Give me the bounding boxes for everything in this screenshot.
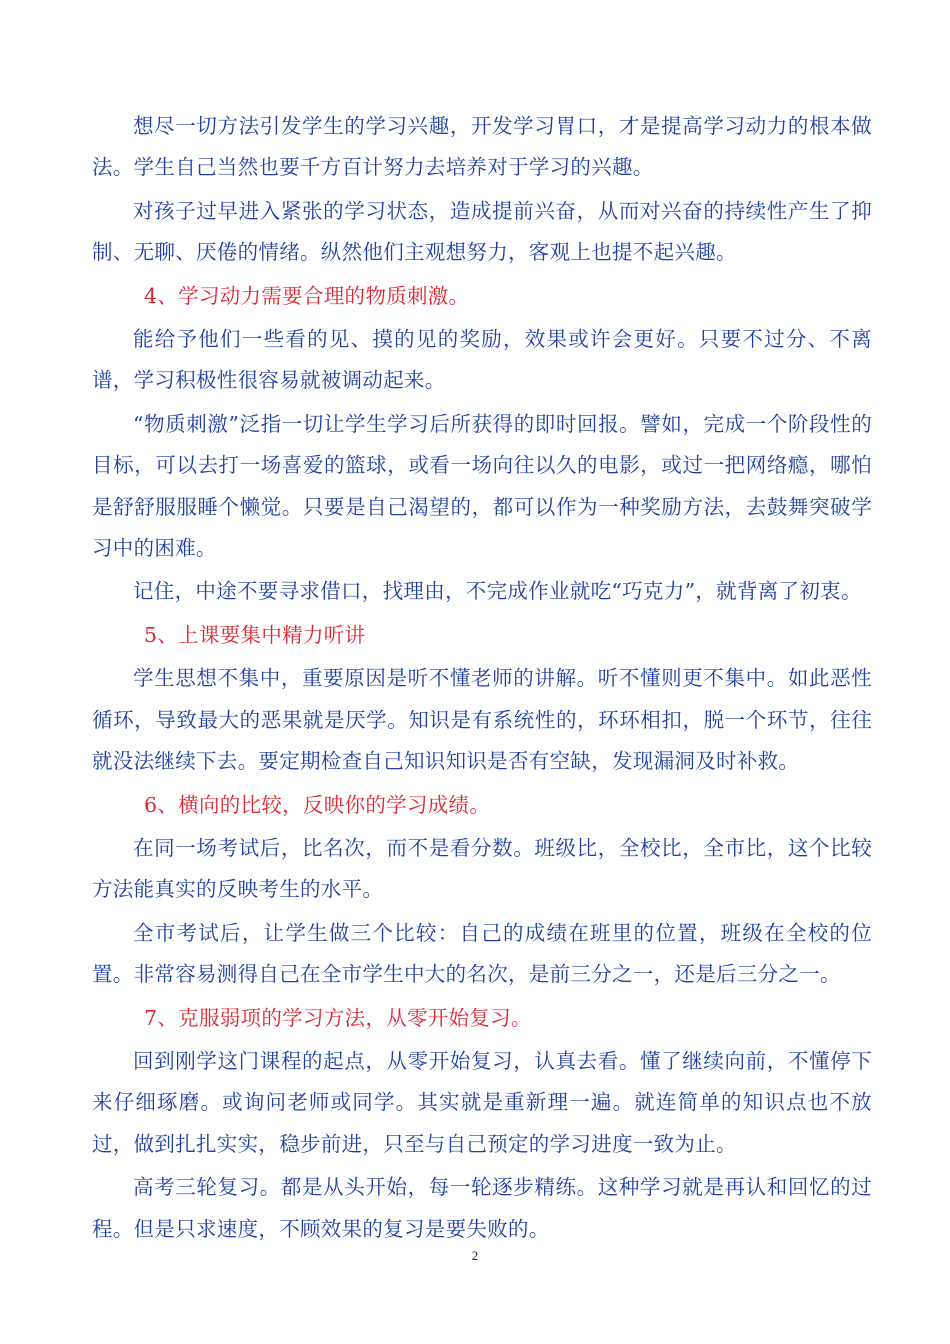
paragraph-no-excuses: 记住，中途不要寻求借口，找理由，不完成作业就吃“巧克力”，就背离了初衷。 [133, 579, 862, 604]
paragraph-review-from-zero: 回到刚学这门课程的起点，从零开始复习，认真去看。懂了继续向前，不懂停下来仔细琢磨。或询问老师或同学。其实就是重新理一遍。就连简单的知识点也不放过，做到扎扎实实，稳步前进，只至与自己预定的学习进度一致为止。 [92, 1048, 872, 1156]
section-heading-4: 4、学习动力需要合理的物质刺激。 [144, 283, 470, 308]
paragraph-three-comparisons: 全市考试后，让学生做三个比较：自己的成绩在班里的位置，班级在全校的位置。非常容易测得自己在全市学生中大的名次，是前三分之一，还是后三分之一。 [92, 920, 872, 987]
paragraph-three-rounds: 高考三轮复习。都是从头开始，每一轮逐步精练。这种学习就是再认和回忆的过程。但是只求速度，不顾效果的复习是要失败的。 [92, 1175, 872, 1241]
paragraph-ranking: 在同一场考试后，比名次，而不是看分数。班级比，全校比，全市比，这个比较方法能真实的反映考生的水平。 [92, 835, 872, 902]
section-heading-6: 6、横向的比较，反映你的学习成绩。 [144, 792, 491, 817]
page-number: 2 [471, 1248, 479, 1263]
document-body [92, 106, 872, 1252]
paragraph-rewards: 能给予他们一些看的见、摸的见的奖励，效果或许会更好。只要不过分、不离谱，学习积极性很容易就被调动起来。 [92, 327, 872, 393]
paragraph-material-stimulus: “物质刺激”泛指一切让学生学习后所获得的即时回报。譬如，完成一个阶段性的目标，可以去打一场喜爱的篮球，或看一场向往以久的电影，或过一把网络瘾，哪怕是舒舒服服睡个懒觉。只要是自己渴望的，都可以作为一种奖励方法，去鼓舞突破学习中的困难。 [92, 411, 872, 561]
section-heading-7: 7、克服弱项的学习方法，从零开始复习。 [144, 1005, 532, 1030]
paragraph-early-pressure: 对孩子过早进入紧张的学习状态，造成提前兴奋，从而对兴奋的持续性产生了抑制、无聊、厌倦的情绪。纵然他们主观想努力，客观上也提不起兴趣。 [92, 198, 872, 265]
paragraph-interest-methods: 想尽一切方法引发学生的学习兴趣，开发学习胃口，才是提高学习动力的根本做法。学生自己当然也要千方百计努力去培养对于学习的兴趣。 [92, 114, 872, 180]
section-heading-5: 5、上课要集中精力听讲 [144, 622, 366, 647]
paragraph-concentration: 学生思想不集中，重要原因是听不懂老师的讲解。听不懂则更不集中。如此恶性循环，导致最大的恶果就是厌学。知识是有系统性的，环环相扣，脱一个环节，往往就没法继续下去。要定期检查自己知识知识是否有空缺，发现漏洞及时补救。 [92, 666, 872, 774]
